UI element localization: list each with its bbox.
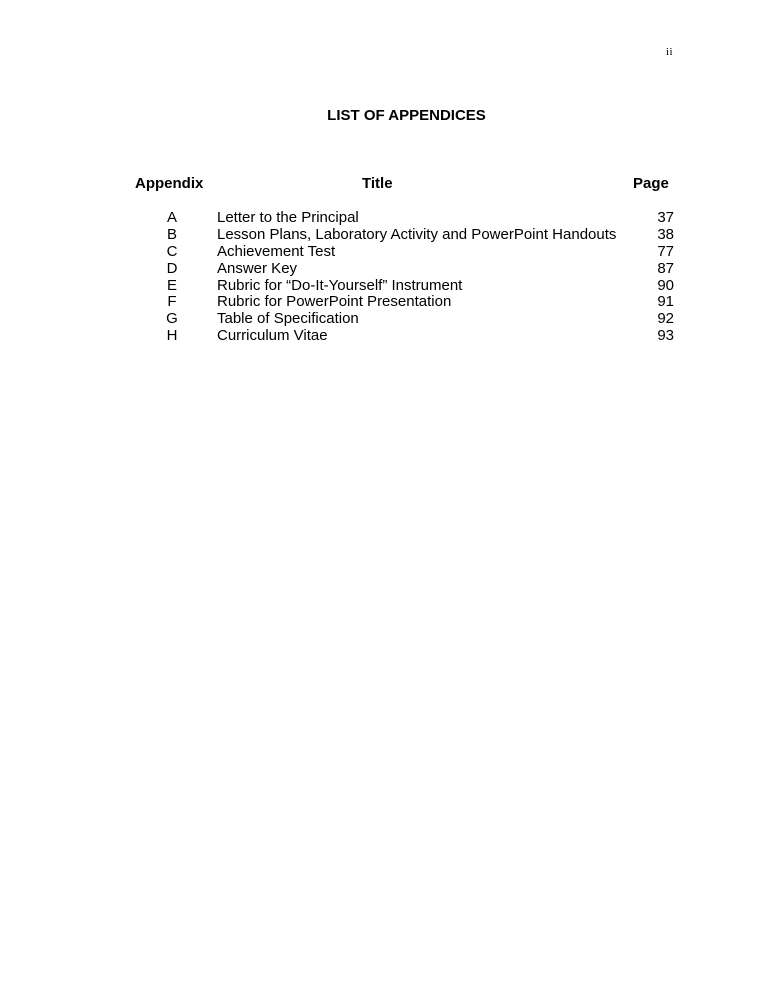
appendix-row [0,209,768,226]
appendix-title: Lesson Plans, Laboratory Activity and PowerPoint Handouts [217,225,617,243]
appendix-row [0,243,768,260]
appendix-title: Table of Specification [217,310,359,328]
appendix-list [0,209,768,344]
appendix-letter: G [166,310,178,328]
appendix-letter: B [166,225,177,243]
appendix-page: 87 [657,259,674,277]
appendix-page: 92 [657,310,674,328]
appendix-page: 90 [657,276,674,294]
appendix-page: 77 [657,242,674,260]
appendix-page: 93 [657,327,674,345]
column-header-title: Title [362,175,393,192]
appendix-letter: E [166,276,177,294]
page-title: LIST OF APPENDICES [327,107,486,124]
appendix-row [0,293,768,310]
appendix-letter: D [166,259,178,277]
appendix-row [0,310,768,327]
appendix-letter: H [166,327,178,345]
appendix-title: Rubric for PowerPoint Presentation [217,293,452,311]
appendix-title: Rubric for “Do-It-Yourself” Instrument [217,276,463,294]
appendix-row [0,327,768,344]
appendix-letter: A [166,209,177,226]
appendix-title: Achievement Test [217,242,336,260]
appendix-page: 38 [657,225,674,243]
column-header-appendix: Appendix [135,175,204,192]
appendix-row [0,226,768,243]
appendix-title: Curriculum Vitae [217,327,328,345]
appendix-letter: C [166,242,178,260]
column-header-page: Page [633,175,669,192]
appendix-row [0,260,768,277]
appendix-page: 37 [657,209,674,226]
appendix-title: Letter to the Principal [217,209,359,226]
page-number: ii [666,46,674,58]
appendix-page: 91 [657,293,674,311]
appendix-title: Answer Key [217,259,298,277]
appendix-letter: F [167,293,177,311]
appendix-row [0,277,768,294]
